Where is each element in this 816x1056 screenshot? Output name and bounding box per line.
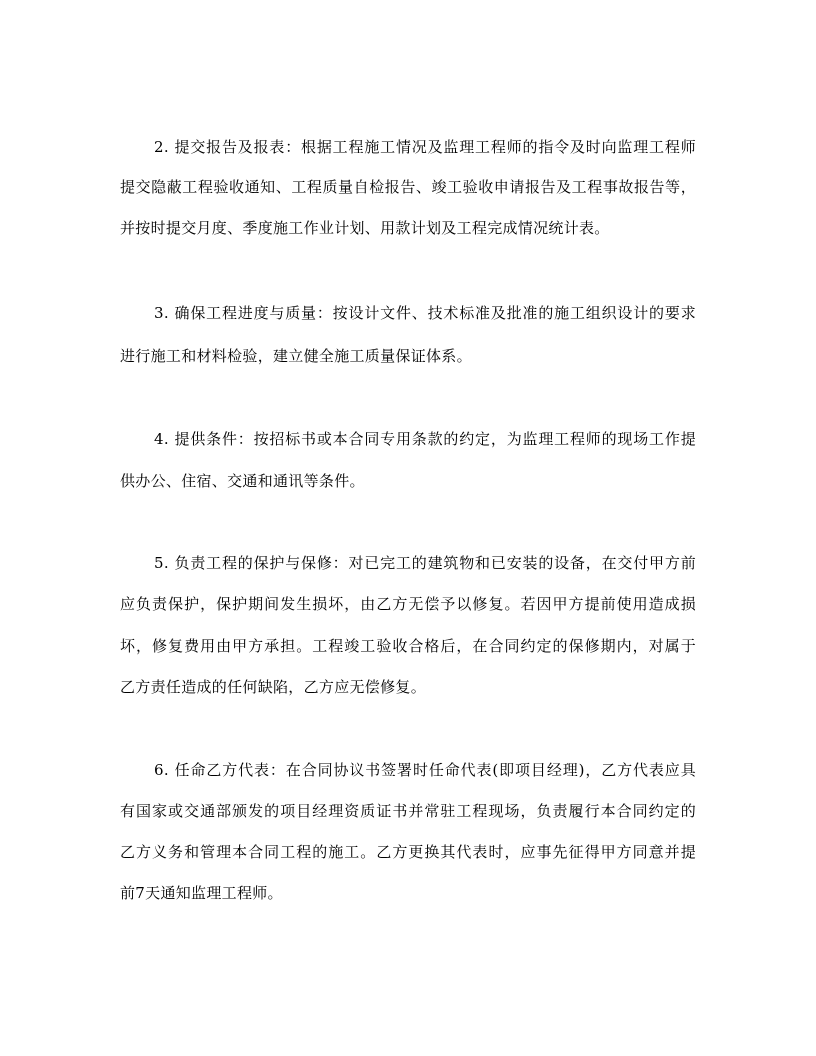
paragraph-line: 5. 负责工程的保护与保修：对已完工的建筑物和已安装的设备，在交付甲方前 [154, 554, 696, 572]
paragraph-line: 提交隐蔽工程验收通知、工程质量自检报告、竣工验收申请报告及工程事故报告等， [120, 178, 696, 196]
paragraph-line: 乙方责任造成的任何缺陷，乙方应无偿修复。 [120, 678, 427, 696]
paragraph-line: 供办公、住宿、交通和通讯等条件。 [120, 472, 365, 490]
paragraph-line: 坏，修复费用由甲方承担。工程竣工验收合格后，在合同约定的保修期内，对属于 [120, 637, 696, 655]
paragraph-line: 4. 提供条件：按招标书或本合同专用条款的约定，为监理工程师的现场工作提 [154, 430, 696, 448]
paragraph-line: 进行施工和材料检验，建立健全施工质量保证体系。 [120, 347, 472, 365]
paragraph-line: 3. 确保工程进度与质量：按设计文件、技术标准及批准的施工组织设计的要求 [154, 304, 696, 322]
paragraph-line: 应负责保护，保护期间发生损坏，由乙方无偿予以修复。若因甲方提前使用造成损 [120, 595, 696, 613]
paragraph-line: 乙方义务和管理本合同工程的施工。乙方更换其代表时，应事先征得甲方同意并提 [120, 843, 696, 861]
paragraph-line: 并按时提交月度、季度施工作业计划、用款计划及工程完成情况统计表。 [120, 219, 610, 237]
paragraph-line: 6. 任命乙方代表：在合同协议书签署时任命代表(即项目经理)，乙方代表应具 [154, 761, 696, 779]
paragraph-line: 有国家或交通部颁发的项目经理资质证书并常驻工程现场，负责履行本合同约定的 [120, 802, 696, 820]
paragraph-line: 前7天通知监理工程师。 [120, 884, 283, 902]
paragraph-line: 2. 提交报告及报表：根据工程施工情况及监理工程师的指令及时向监理工程师 [154, 138, 696, 156]
